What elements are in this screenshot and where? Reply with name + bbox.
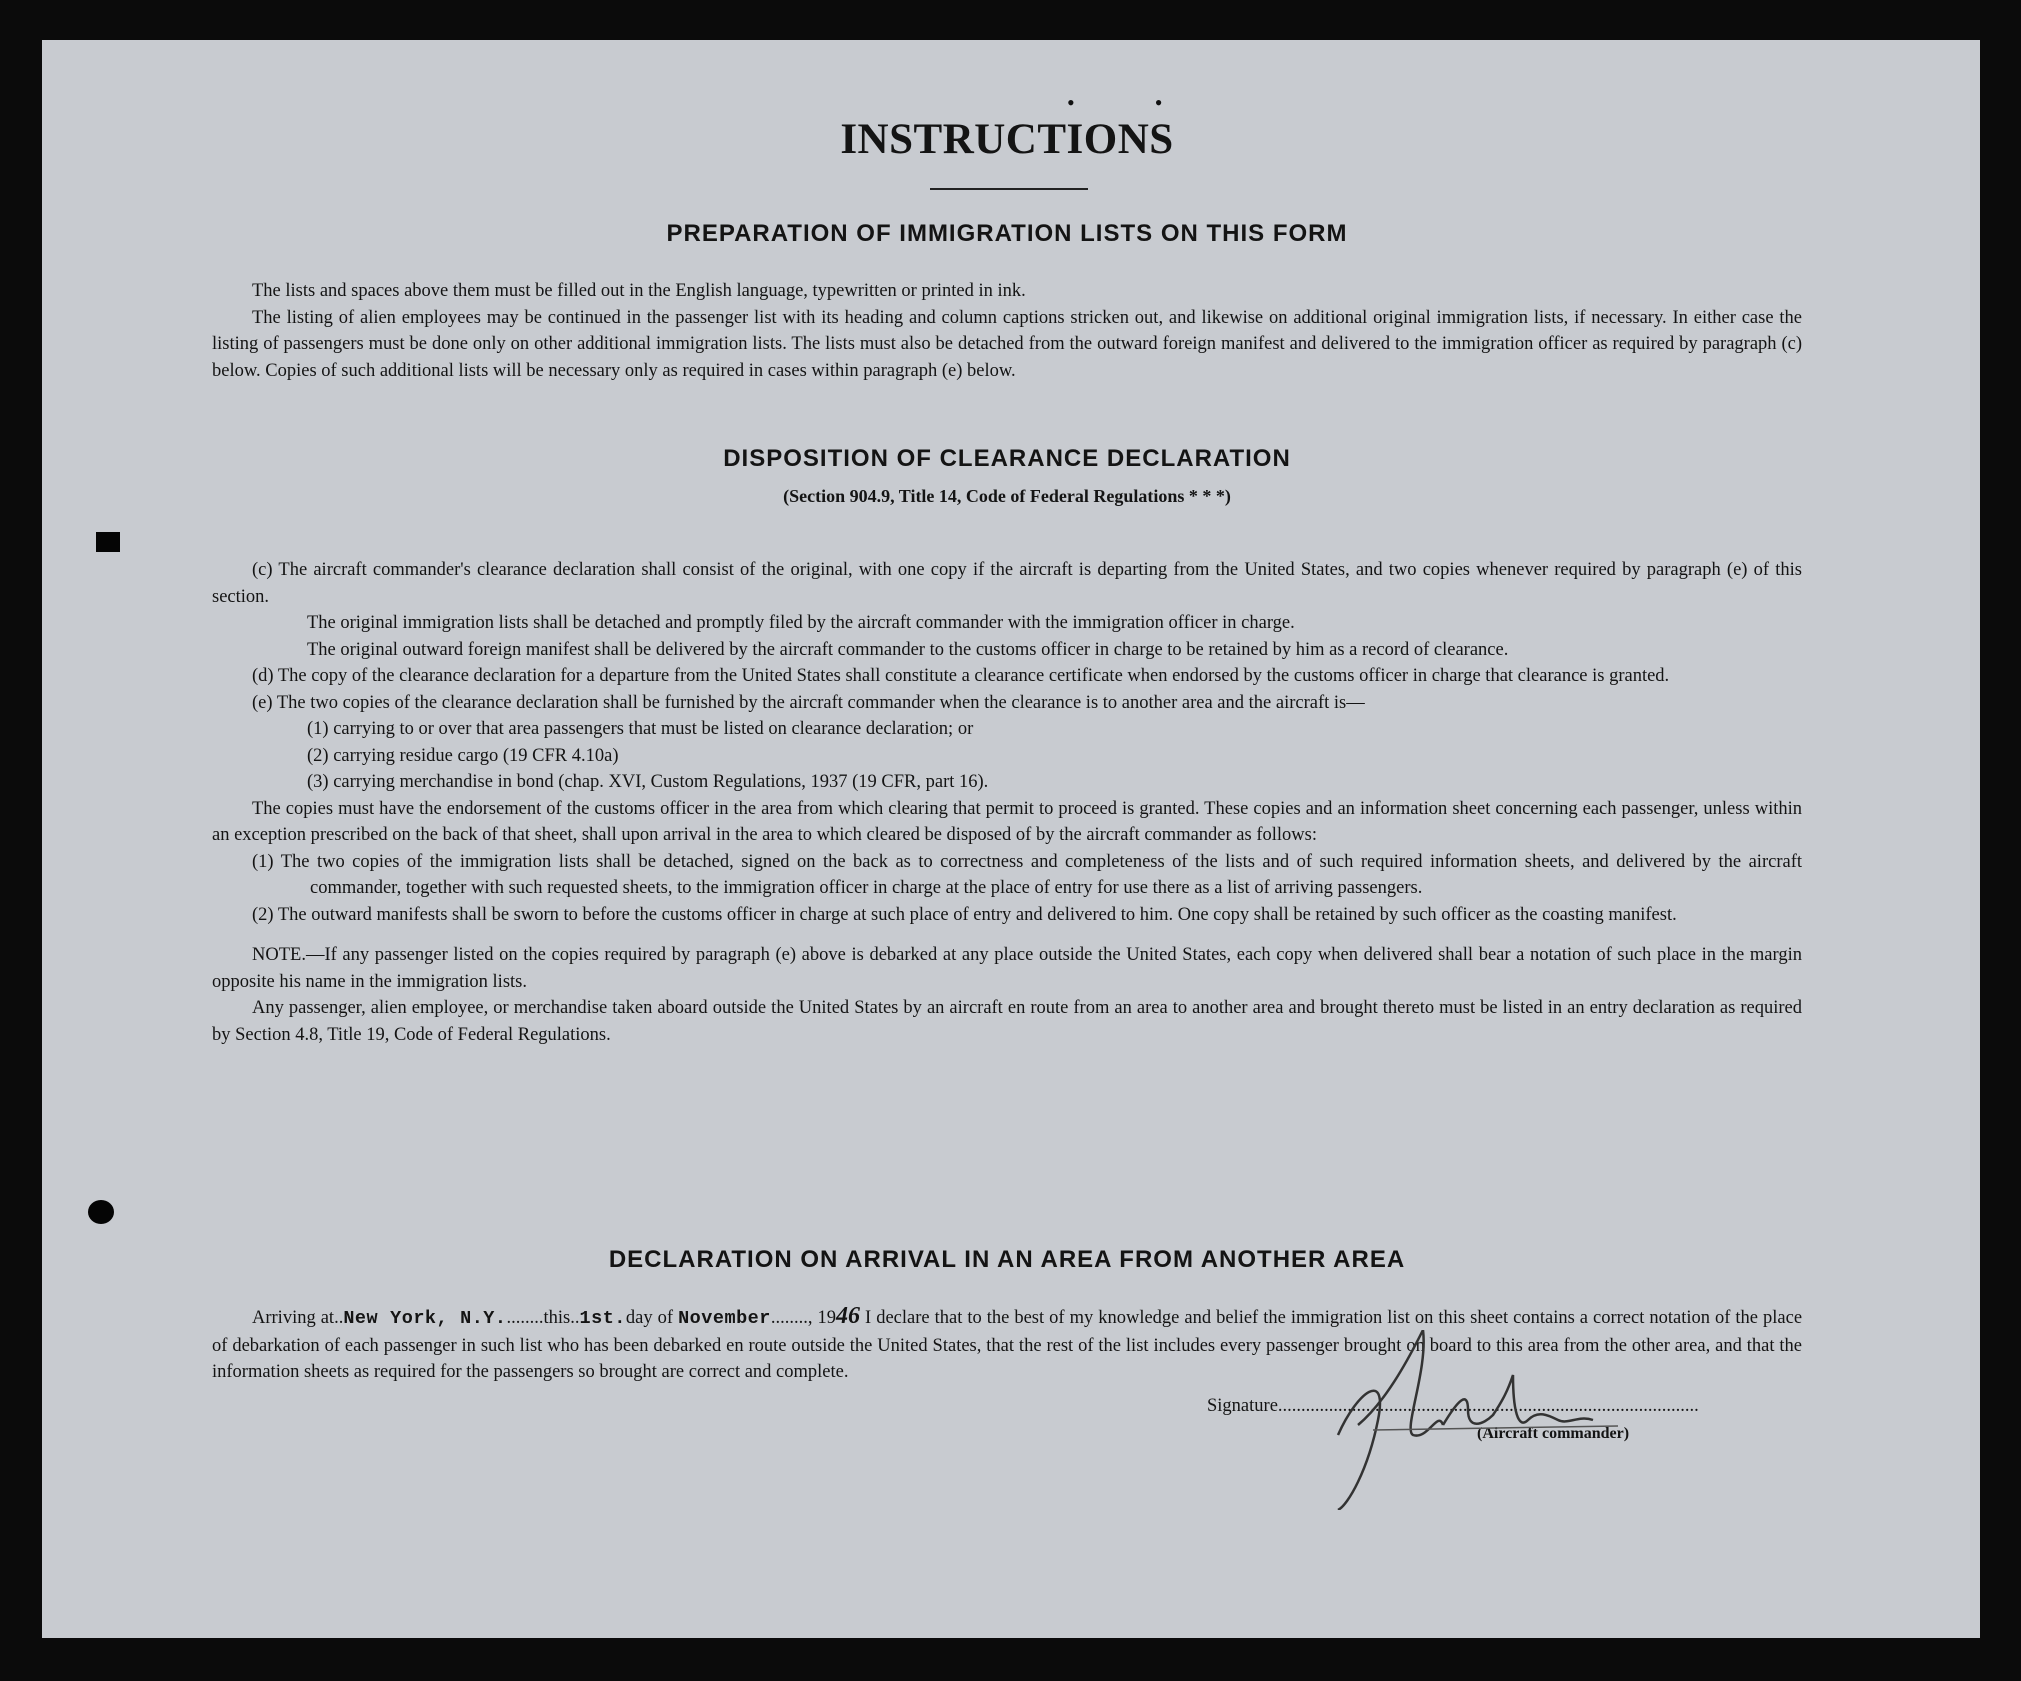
paragraph-e-2: (2) carrying residue cargo (19 CFR 4.10a) <box>307 745 619 766</box>
signature-dots: ........................................................................................... <box>1277 1396 1699 1416</box>
paragraph-c-immigration-lists: The original immigration lists shall be detached and promptly filed by the aircraft commander with the immigration officer in charge. <box>307 613 1295 633</box>
paragraph-copies: The copies must have the endorsement of the customs officer in the area from which clearing that permit to proceed is granted. These copies and an information sheet concerning each passenger, unless within an exception prescribed on the back of that sheet, shall upon arrival in the area to which cleared be disposed of by the aircraft commander as follows: <box>212 798 1802 845</box>
section-preparation-body <box>212 278 1802 384</box>
arriving-at-label: Arriving at.. <box>252 1308 344 1328</box>
section-citation: (Section 904.9, Title 14, Code of Federal Regulations * * *) <box>783 486 1231 506</box>
margin-blot <box>96 532 120 552</box>
paragraph-c: (c) The aircraft commander's clearance declaration shall consist of the original, with one copy if the aircraft is departing from the United States, and two copies whenever required by paragraph (e) of this section. <box>212 560 1802 607</box>
declaration-text: I declare that to the best of my knowledge and belief the immigration list on this sheet contains a correct notation of the place of debarkation of each passenger in such list who has been debarked en route outside the United States, that the rest of the list includes every passenger brought on board to this area from the other area, and that the information sheets as required for the passengers so brought are correct and complete. <box>212 1308 1803 1382</box>
year-prefix-label: ........, 19 <box>770 1308 837 1328</box>
paragraph-e-1: (1) carrying to or over that area passengers that must be listed on clearance declaration; or <box>307 719 974 739</box>
paragraph-entry-declaration: Any passenger, alien employee, or merchandise taken aboard outside the United States by an aircraft en route from an area to another area and brought thereto must be listed in an entry declaration as required by Section 4.8, Title 19, Code of Federal Regulations. <box>212 998 1802 1045</box>
this-label: ........this.. <box>506 1308 580 1328</box>
paragraph-e: (e) The two copies of the clearance declaration shall be furnished by the aircraft commander when the clearance is to another area and the aircraft is— <box>252 692 1365 713</box>
binder-holes: •• <box>1067 90 1243 115</box>
arrival-day-field: 1st. <box>579 1308 626 1329</box>
section-title-preparation: PREPARATION OF IMMIGRATION LISTS ON THIS FORM <box>666 220 1348 247</box>
section-title-disposition: DISPOSITION OF CLEARANCE DECLARATION <box>723 445 1291 472</box>
paragraph-e-3: (3) carrying merchandise in bond (chap. XVI, Custom Regulations, 1937 (19 CFR, part 16). <box>307 772 989 792</box>
title-rule <box>930 188 1088 190</box>
section-title-declaration: DECLARATION ON ARRIVAL IN AN AREA FROM ANOTHER AREA <box>608 1246 1406 1273</box>
signature-caption: (Aircraft commander) <box>1477 1425 1630 1442</box>
margin-blot <box>88 1200 114 1224</box>
signature-label: Signature <box>1207 1396 1278 1416</box>
arrival-year-field: 46 <box>836 1303 861 1329</box>
paragraph-note: NOTE.—If any passenger listed on the copies required by paragraph (e) above is debarked at any place outside the United States, each copy when delivered shall bear a notation of such place in the margin opposite his name in the immigration lists. <box>212 945 1802 992</box>
paragraph-disposal-1: (1) The two copies of the immigration lists shall be detached, signed on the back as to correctness and completeness of the lists and of such required information sheets, and delivered by the aircraft commander, together with such requested sheets, to the immigration officer in charge at the place of entry for use there as a list of arriving passengers. <box>252 851 1802 898</box>
section-disposition-body <box>212 557 1802 1048</box>
paragraph-d: (d) The copy of the clearance declaration for a departure from the United States shall constitute a clearance certificate when endorsed by the customs officer in charge that clearance is granted. <box>252 666 1670 686</box>
paragraph-disposal-2: (2) The outward manifests shall be sworn to before the customs officer in charge at such place of entry and delivered to him. One copy shall be retained by such officer as the coasting manifest. <box>252 904 1677 925</box>
day-of-label: day of <box>625 1308 674 1328</box>
arrival-place-field: New York, N.Y. <box>343 1308 507 1329</box>
paragraph-c-manifest: The original outward foreign manifest shall be delivered by the aircraft commander to the customs officer in charge to be retained by him as a record of clearance. <box>307 639 1509 660</box>
handwritten-signature <box>1318 1330 1658 1510</box>
arrival-month-field: November <box>678 1308 771 1329</box>
paragraph-language: The lists and spaces above them must be filled out in the English language, typewritten or printed in ink. <box>252 281 1026 301</box>
paragraph-alien-employees: The listing of alien employees may be continued in the passenger list with its heading and column captions stricken out, and likewise on additional original immigration lists, if necessary. In either case the listing of passengers must be done only on other additional immigration lists. The lists must also be detached from the outward foreign manifest and delivered to the immigration officer as required by paragraph (c) below. Copies of such additional lists will be necessary only as required in cases within paragraph (e) below. <box>212 307 1802 381</box>
page-title: INSTRUCTIONS <box>840 116 1174 163</box>
document-sheet <box>42 40 1980 1638</box>
